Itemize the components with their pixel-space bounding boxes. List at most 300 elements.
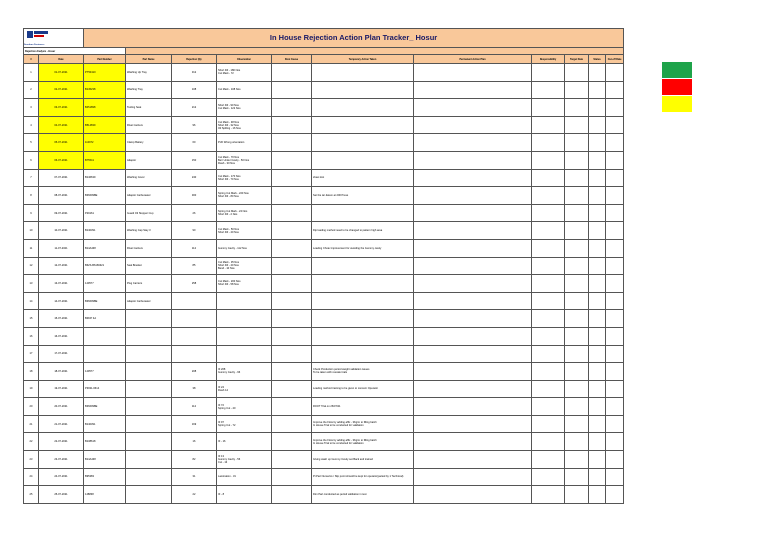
temporary-action-cell[interactable]: Dip loading method need to be changed to pattern high area bbox=[312, 222, 414, 240]
rejection-qty-cell[interactable]: 60 bbox=[172, 134, 217, 152]
status-cell[interactable] bbox=[589, 64, 606, 82]
root-cause-cell[interactable] bbox=[272, 292, 312, 310]
date-cell[interactable]: 04-07-2021 bbox=[39, 116, 84, 134]
target-date-cell[interactable] bbox=[565, 222, 589, 240]
part-number-cell[interactable]: B140391 bbox=[84, 415, 126, 433]
date-cell[interactable]: 12-07-2021 bbox=[39, 257, 84, 275]
responsibility-cell[interactable] bbox=[532, 468, 565, 486]
root-cause-cell[interactable] bbox=[272, 451, 312, 469]
status-cell[interactable] bbox=[589, 151, 606, 169]
status-cell[interactable] bbox=[589, 257, 606, 275]
observation-cell[interactable]: Lamination - 31 bbox=[217, 468, 272, 486]
root-cause-cell[interactable] bbox=[272, 257, 312, 275]
part-name-cell[interactable]: Guard Oil Stopper Cup bbox=[126, 204, 172, 222]
root-cause-cell[interactable] bbox=[272, 486, 312, 504]
permanent-action-cell[interactable] bbox=[414, 116, 532, 134]
part-name-cell[interactable]: Tooling Seat bbox=[126, 99, 172, 117]
part-name-cell[interactable]: Rivet Carriers bbox=[126, 116, 172, 134]
responsibility-cell[interactable] bbox=[532, 398, 565, 416]
responsibility-cell[interactable] bbox=[532, 187, 565, 205]
root-cause-cell[interactable] bbox=[272, 275, 312, 293]
responsibility-cell[interactable] bbox=[532, 327, 565, 345]
row-number[interactable]: 19 bbox=[24, 380, 39, 398]
status-cell[interactable] bbox=[589, 239, 606, 257]
root-cause-cell[interactable] bbox=[272, 222, 312, 240]
status-cell[interactable] bbox=[589, 169, 606, 187]
observation-cell[interactable]: Cut Mark - 70 Nos Berr Under Cavity - 50 Nos Flash - 30 Nos bbox=[217, 151, 272, 169]
cutoff-date-cell[interactable] bbox=[606, 187, 624, 205]
row-number[interactable]: 23 bbox=[24, 451, 39, 469]
date-cell[interactable]: 18-07-2021 bbox=[39, 363, 84, 381]
root-cause-cell[interactable] bbox=[272, 415, 312, 433]
date-cell[interactable]: 23-07-2021 bbox=[39, 451, 84, 469]
root-cause-cell[interactable] bbox=[272, 239, 312, 257]
permanent-action-cell[interactable] bbox=[414, 81, 532, 99]
cutoff-date-cell[interactable] bbox=[606, 398, 624, 416]
temporary-action-cell[interactable]: Loading Chute Improvement for avoiding the Gummy cavity bbox=[312, 239, 414, 257]
part-number-cell[interactable]: BRCP 4A bbox=[84, 310, 126, 328]
root-cause-cell[interactable] bbox=[272, 363, 312, 381]
permanent-action-cell[interactable] bbox=[414, 345, 532, 363]
observation-cell[interactable]: IF 24 Flash 14 bbox=[217, 380, 272, 398]
part-number-cell[interactable]: B514839 bbox=[84, 116, 126, 134]
responsibility-cell[interactable] bbox=[532, 415, 565, 433]
part-name-cell[interactable]: Seal Bracket bbox=[126, 257, 172, 275]
date-cell[interactable]: 01-07-2021 bbox=[39, 64, 84, 82]
date-cell[interactable]: 15-07-2021 bbox=[39, 310, 84, 328]
date-cell[interactable]: 10-07-2021 bbox=[39, 222, 84, 240]
part-number-cell[interactable]: B146639 bbox=[84, 169, 126, 187]
permanent-action-cell[interactable] bbox=[414, 415, 532, 433]
status-cell[interactable] bbox=[589, 187, 606, 205]
rejection-qty-cell[interactable]: 108 bbox=[172, 81, 217, 99]
status-cell[interactable] bbox=[589, 327, 606, 345]
cutoff-date-cell[interactable] bbox=[606, 64, 624, 82]
row-number[interactable]: 24 bbox=[24, 468, 39, 486]
root-cause-cell[interactable] bbox=[272, 433, 312, 451]
temporary-action-cell[interactable] bbox=[312, 327, 414, 345]
part-name-cell[interactable]: Washing Cap Stay 3 bbox=[126, 222, 172, 240]
temporary-action-cell[interactable]: Improve the Flow by adding affix - 3Kg/m to filling batch In House Trial to be conducted for validation bbox=[312, 433, 414, 451]
status-cell[interactable] bbox=[589, 345, 606, 363]
temporary-action-cell[interactable] bbox=[312, 310, 414, 328]
permanent-action-cell[interactable] bbox=[414, 134, 532, 152]
rejection-qty-cell[interactable]: 312 bbox=[172, 64, 217, 82]
cutoff-date-cell[interactable] bbox=[606, 451, 624, 469]
row-number[interactable]: 20 bbox=[24, 398, 39, 416]
observation-cell[interactable]: Spring Cut Mark - 220 Nos Short Fill - 80 Nos bbox=[217, 187, 272, 205]
target-date-cell[interactable] bbox=[565, 134, 589, 152]
observation-cell[interactable]: Cut Mark - 35 Nos Short Fill - 40 Nos Bend - 10 Nos bbox=[217, 257, 272, 275]
permanent-action-cell[interactable] bbox=[414, 468, 532, 486]
status-cell[interactable] bbox=[589, 486, 606, 504]
responsibility-cell[interactable] bbox=[532, 134, 565, 152]
target-date-cell[interactable] bbox=[565, 187, 589, 205]
root-cause-cell[interactable] bbox=[272, 169, 312, 187]
row-number[interactable]: 9 bbox=[24, 204, 39, 222]
rejection-qty-cell[interactable]: 208 bbox=[172, 363, 217, 381]
permanent-action-cell[interactable] bbox=[414, 327, 532, 345]
part-name-cell[interactable] bbox=[126, 398, 172, 416]
part-number-cell[interactable]: 140577 bbox=[84, 275, 126, 293]
permanent-action-cell[interactable] bbox=[414, 204, 532, 222]
date-cell[interactable]: 19-07-2021 bbox=[39, 380, 84, 398]
temporary-action-cell[interactable] bbox=[312, 345, 414, 363]
observation-cell[interactable]: IF - 8 bbox=[217, 486, 272, 504]
part-name-cell[interactable] bbox=[126, 345, 172, 363]
cutoff-date-cell[interactable] bbox=[606, 204, 624, 222]
cutoff-date-cell[interactable] bbox=[606, 433, 624, 451]
root-cause-cell[interactable] bbox=[272, 204, 312, 222]
part-number-cell[interactable]: 148838 bbox=[84, 486, 126, 504]
observation-cell[interactable] bbox=[217, 345, 272, 363]
temporary-action-cell[interactable] bbox=[312, 292, 414, 310]
temporary-action-cell[interactable] bbox=[312, 134, 414, 152]
row-number[interactable]: 8 bbox=[24, 187, 39, 205]
target-date-cell[interactable] bbox=[565, 327, 589, 345]
status-cell[interactable] bbox=[589, 275, 606, 293]
responsibility-cell[interactable] bbox=[532, 116, 565, 134]
observation-cell[interactable]: PUF Wrong orientation bbox=[217, 134, 272, 152]
target-date-cell[interactable] bbox=[565, 99, 589, 117]
cutoff-date-cell[interactable] bbox=[606, 275, 624, 293]
responsibility-cell[interactable] bbox=[532, 169, 565, 187]
row-number[interactable]: 3 bbox=[24, 99, 39, 117]
permanent-action-cell[interactable] bbox=[414, 169, 532, 187]
target-date-cell[interactable] bbox=[565, 292, 589, 310]
part-name-cell[interactable]: Washing Cover bbox=[126, 169, 172, 187]
responsibility-cell[interactable] bbox=[532, 275, 565, 293]
observation-cell[interactable]: Spring Cut Mark - 24 Nos Short Fill - 2 Nos bbox=[217, 204, 272, 222]
observation-cell[interactable]: Short Fill - 90 Nos Cut Mark - 122 Nos bbox=[217, 99, 272, 117]
cutoff-date-cell[interactable] bbox=[606, 239, 624, 257]
root-cause-cell[interactable] bbox=[272, 345, 312, 363]
cutoff-date-cell[interactable] bbox=[606, 327, 624, 345]
row-number[interactable]: 16 bbox=[24, 327, 39, 345]
row-number[interactable]: 6 bbox=[24, 151, 39, 169]
rejection-qty-cell[interactable]: 112 bbox=[172, 239, 217, 257]
responsibility-cell[interactable] bbox=[532, 99, 565, 117]
cutoff-date-cell[interactable] bbox=[606, 99, 624, 117]
part-name-cell[interactable] bbox=[126, 468, 172, 486]
status-cell[interactable] bbox=[589, 398, 606, 416]
rejection-qty-cell[interactable]: 258 bbox=[172, 275, 217, 293]
observation-cell[interactable]: Gummy Cavity - 112 Nos bbox=[217, 239, 272, 257]
root-cause-cell[interactable] bbox=[272, 134, 312, 152]
cutoff-date-cell[interactable] bbox=[606, 292, 624, 310]
part-name-cell[interactable]: Adaptor bbox=[126, 151, 172, 169]
status-cell[interactable] bbox=[589, 134, 606, 152]
temporary-action-cell[interactable] bbox=[312, 257, 414, 275]
temporary-action-cell[interactable]: Giving wash up Gummy Cavity set Back and trained bbox=[312, 451, 414, 469]
cutoff-date-cell[interactable] bbox=[606, 169, 624, 187]
target-date-cell[interactable] bbox=[565, 380, 589, 398]
part-number-cell[interactable]: 140577 bbox=[84, 363, 126, 381]
row-number[interactable]: 14 bbox=[24, 292, 39, 310]
target-date-cell[interactable] bbox=[565, 151, 589, 169]
cutoff-date-cell[interactable] bbox=[606, 415, 624, 433]
responsibility-cell[interactable] bbox=[532, 345, 565, 363]
root-cause-cell[interactable] bbox=[272, 310, 312, 328]
date-cell[interactable]: 20-07-2021 bbox=[39, 398, 84, 416]
part-name-cell[interactable]: Clamp Battery bbox=[126, 134, 172, 152]
part-name-cell[interactable] bbox=[126, 451, 172, 469]
root-cause-cell[interactable] bbox=[272, 81, 312, 99]
temporary-action-cell[interactable]: ROOT Trial on 26/07/21 bbox=[312, 398, 414, 416]
cutoff-date-cell[interactable] bbox=[606, 380, 624, 398]
permanent-action-cell[interactable] bbox=[414, 380, 532, 398]
date-cell[interactable]: 14-07-2021 bbox=[39, 292, 84, 310]
row-number[interactable]: 25 bbox=[24, 486, 39, 504]
part-number-cell[interactable]: B14A438 bbox=[84, 451, 126, 469]
permanent-action-cell[interactable] bbox=[414, 363, 532, 381]
cutoff-date-cell[interactable] bbox=[606, 81, 624, 99]
permanent-action-cell[interactable] bbox=[414, 222, 532, 240]
part-name-cell[interactable]: Plug Carriers bbox=[126, 275, 172, 293]
rejection-qty-cell[interactable]: 90 bbox=[172, 222, 217, 240]
cutoff-date-cell[interactable] bbox=[606, 310, 624, 328]
status-cell[interactable] bbox=[589, 451, 606, 469]
date-cell[interactable]: 11-07-2021 bbox=[39, 239, 84, 257]
temporary-action-cell[interactable]: Check Production period weight validation issues To be taken with rescale trials bbox=[312, 363, 414, 381]
temporary-action-cell[interactable] bbox=[312, 64, 414, 82]
rejection-qty-cell[interactable]: 26 bbox=[172, 204, 217, 222]
row-number[interactable]: 1 bbox=[24, 64, 39, 82]
root-cause-cell[interactable] bbox=[272, 187, 312, 205]
target-date-cell[interactable] bbox=[565, 169, 589, 187]
status-cell[interactable] bbox=[589, 292, 606, 310]
temporary-action-cell[interactable]: Dim Part conducted as period validation in test bbox=[312, 486, 414, 504]
target-date-cell[interactable] bbox=[565, 363, 589, 381]
date-cell[interactable]: 05-07-2021 bbox=[39, 134, 84, 152]
target-date-cell[interactable] bbox=[565, 204, 589, 222]
observation-cell[interactable]: IF 72 Spring Cut - 40 bbox=[217, 398, 272, 416]
responsibility-cell[interactable] bbox=[532, 222, 565, 240]
observation-cell[interactable]: IF 13 Gummy Cavity - 56 Cut - 13 bbox=[217, 451, 272, 469]
date-cell[interactable]: 17-07-2021 bbox=[39, 345, 84, 363]
row-number[interactable]: 13 bbox=[24, 275, 39, 293]
rejection-qty-cell[interactable]: 38 bbox=[172, 380, 217, 398]
target-date-cell[interactable] bbox=[565, 415, 589, 433]
date-cell[interactable]: 06-07-2021 bbox=[39, 151, 84, 169]
target-date-cell[interactable] bbox=[565, 310, 589, 328]
permanent-action-cell[interactable] bbox=[414, 257, 532, 275]
cutoff-date-cell[interactable] bbox=[606, 345, 624, 363]
responsibility-cell[interactable] bbox=[532, 204, 565, 222]
date-cell[interactable]: 24-07-2021 bbox=[39, 468, 84, 486]
status-cell[interactable] bbox=[589, 363, 606, 381]
responsibility-cell[interactable] bbox=[532, 380, 565, 398]
status-cell[interactable] bbox=[589, 81, 606, 99]
date-cell[interactable]: 21-07-2021 bbox=[39, 415, 84, 433]
part-number-cell[interactable]: P29161 bbox=[84, 204, 126, 222]
temporary-action-cell[interactable] bbox=[312, 99, 414, 117]
part-name-cell[interactable]: Rivet Carriers bbox=[126, 239, 172, 257]
temporary-action-cell[interactable] bbox=[312, 81, 414, 99]
permanent-action-cell[interactable] bbox=[414, 310, 532, 328]
temporary-action-cell[interactable]: Improve the Flow by adding affix - 3Kg/m to filling batch In House Trial to be conducted for validation bbox=[312, 415, 414, 433]
status-cell[interactable] bbox=[589, 433, 606, 451]
cutoff-date-cell[interactable] bbox=[606, 134, 624, 152]
part-name-cell[interactable]: Washing Up Tray bbox=[126, 64, 172, 82]
cutoff-date-cell[interactable] bbox=[606, 151, 624, 169]
temporary-action-cell[interactable]: Loading method training to be given to concern Operator bbox=[312, 380, 414, 398]
permanent-action-cell[interactable] bbox=[414, 486, 532, 504]
part-number-cell[interactable] bbox=[84, 327, 126, 345]
part-name-cell[interactable] bbox=[126, 327, 172, 345]
part-number-cell[interactable]: B36609BE bbox=[84, 398, 126, 416]
rejection-qty-cell[interactable]: 112 bbox=[172, 398, 217, 416]
rejection-qty-cell[interactable]: 22 bbox=[172, 486, 217, 504]
row-number[interactable]: 17 bbox=[24, 345, 39, 363]
observation-cell[interactable]: Cut Mark - 108 Nos bbox=[217, 81, 272, 99]
part-name-cell[interactable] bbox=[126, 310, 172, 328]
row-number[interactable]: 10 bbox=[24, 222, 39, 240]
rejection-qty-cell[interactable]: 96 bbox=[172, 116, 217, 134]
observation-cell[interactable] bbox=[217, 292, 272, 310]
permanent-action-cell[interactable] bbox=[414, 187, 532, 205]
rejection-qty-cell[interactable]: 16 bbox=[172, 433, 217, 451]
temporary-action-cell[interactable]: Set the tar datum at 200 Press bbox=[312, 187, 414, 205]
permanent-action-cell[interactable] bbox=[414, 275, 532, 293]
rejection-qty-cell[interactable] bbox=[172, 345, 217, 363]
row-number[interactable]: 15 bbox=[24, 310, 39, 328]
part-number-cell[interactable]: B62S-B6169321 bbox=[84, 257, 126, 275]
date-cell[interactable]: 03-07-2021 bbox=[39, 99, 84, 117]
status-cell[interactable] bbox=[589, 380, 606, 398]
temporary-action-cell[interactable] bbox=[312, 204, 414, 222]
permanent-action-cell[interactable] bbox=[414, 433, 532, 451]
status-cell[interactable] bbox=[589, 204, 606, 222]
root-cause-cell[interactable] bbox=[272, 99, 312, 117]
observation-cell[interactable]: Cut Mark - 50 Nos Short Fill - 40 Nos bbox=[217, 222, 272, 240]
observation-cell[interactable] bbox=[217, 310, 272, 328]
date-cell[interactable]: 22-07-2021 bbox=[39, 433, 84, 451]
rejection-qty-cell[interactable]: 240 bbox=[172, 169, 217, 187]
target-date-cell[interactable] bbox=[565, 64, 589, 82]
rejection-qty-cell[interactable]: 31 bbox=[172, 468, 217, 486]
cutoff-date-cell[interactable] bbox=[606, 486, 624, 504]
root-cause-cell[interactable] bbox=[272, 64, 312, 82]
temporary-action-cell[interactable] bbox=[312, 116, 414, 134]
row-number[interactable]: 4 bbox=[24, 116, 39, 134]
responsibility-cell[interactable] bbox=[532, 151, 565, 169]
temporary-action-cell[interactable] bbox=[312, 275, 414, 293]
part-name-cell[interactable] bbox=[126, 433, 172, 451]
target-date-cell[interactable] bbox=[565, 451, 589, 469]
target-date-cell[interactable] bbox=[565, 116, 589, 134]
row-number[interactable]: 2 bbox=[24, 81, 39, 99]
status-cell[interactable] bbox=[589, 222, 606, 240]
responsibility-cell[interactable] bbox=[532, 363, 565, 381]
part-number-cell[interactable]: B138618 bbox=[84, 433, 126, 451]
part-number-cell[interactable]: 110972 bbox=[84, 134, 126, 152]
responsibility-cell[interactable] bbox=[532, 310, 565, 328]
rejection-qty-cell[interactable]: 82 bbox=[172, 451, 217, 469]
permanent-action-cell[interactable] bbox=[414, 451, 532, 469]
root-cause-cell[interactable] bbox=[272, 468, 312, 486]
row-number[interactable]: 5 bbox=[24, 134, 39, 152]
observation-cell[interactable]: Cut Mark - 200 Nos Short Fill - 58 Nos bbox=[217, 275, 272, 293]
responsibility-cell[interactable] bbox=[532, 64, 565, 82]
observation-cell[interactable]: Short Fill - 180 Nos Cut Mark - 72 bbox=[217, 64, 272, 82]
part-number-cell[interactable]: P3931-6614 bbox=[84, 380, 126, 398]
part-name-cell[interactable] bbox=[126, 415, 172, 433]
part-number-cell[interactable]: B140391 bbox=[84, 222, 126, 240]
target-date-cell[interactable] bbox=[565, 398, 589, 416]
target-date-cell[interactable] bbox=[565, 468, 589, 486]
part-name-cell[interactable]: Washing Tray bbox=[126, 81, 172, 99]
part-number-cell[interactable]: PT50410 bbox=[84, 64, 126, 82]
part-number-cell[interactable]: B95383 bbox=[84, 468, 126, 486]
permanent-action-cell[interactable] bbox=[414, 151, 532, 169]
observation-cell[interactable] bbox=[217, 327, 272, 345]
rejection-qty-cell[interactable]: 169 bbox=[172, 415, 217, 433]
date-cell[interactable]: 09-07-2021 bbox=[39, 204, 84, 222]
target-date-cell[interactable] bbox=[565, 257, 589, 275]
permanent-action-cell[interactable] bbox=[414, 99, 532, 117]
part-name-cell[interactable]: Adaptor Carbureator bbox=[126, 292, 172, 310]
target-date-cell[interactable] bbox=[565, 433, 589, 451]
observation-cell[interactable]: IF - 16 bbox=[217, 433, 272, 451]
permanent-action-cell[interactable] bbox=[414, 292, 532, 310]
row-number[interactable]: 18 bbox=[24, 363, 39, 381]
part-name-cell[interactable] bbox=[126, 363, 172, 381]
cutoff-date-cell[interactable] bbox=[606, 468, 624, 486]
status-cell[interactable] bbox=[589, 310, 606, 328]
rejection-qty-cell[interactable]: 150 bbox=[172, 151, 217, 169]
row-number[interactable]: 22 bbox=[24, 433, 39, 451]
cutoff-date-cell[interactable] bbox=[606, 363, 624, 381]
row-number[interactable]: 12 bbox=[24, 257, 39, 275]
date-cell[interactable]: 16-07-2021 bbox=[39, 327, 84, 345]
permanent-action-cell[interactable] bbox=[414, 398, 532, 416]
date-cell[interactable]: 13-07-2021 bbox=[39, 275, 84, 293]
target-date-cell[interactable] bbox=[565, 239, 589, 257]
part-number-cell[interactable]: B451898 bbox=[84, 99, 126, 117]
part-name-cell[interactable] bbox=[126, 486, 172, 504]
cutoff-date-cell[interactable] bbox=[606, 257, 624, 275]
target-date-cell[interactable] bbox=[565, 486, 589, 504]
rejection-qty-cell[interactable]: 212 bbox=[172, 99, 217, 117]
date-cell[interactable]: 02-07-2021 bbox=[39, 81, 84, 99]
rejection-qty-cell[interactable] bbox=[172, 327, 217, 345]
cutoff-date-cell[interactable] bbox=[606, 116, 624, 134]
status-cell[interactable] bbox=[589, 99, 606, 117]
permanent-action-cell[interactable] bbox=[414, 239, 532, 257]
row-number[interactable]: 21 bbox=[24, 415, 39, 433]
root-cause-cell[interactable] bbox=[272, 380, 312, 398]
responsibility-cell[interactable] bbox=[532, 292, 565, 310]
part-name-cell[interactable]: Adaptor Carbureator bbox=[126, 187, 172, 205]
row-number[interactable]: 7 bbox=[24, 169, 39, 187]
observation-cell[interactable]: Cut Mark - 48 Nos Short Fill - 32 Nos Oil Spilling - 16 Nos bbox=[217, 116, 272, 134]
observation-cell[interactable]: Cut Mark - 170 Nos Short Fill - 70 Nos bbox=[217, 169, 272, 187]
responsibility-cell[interactable] bbox=[532, 451, 565, 469]
root-cause-cell[interactable] bbox=[272, 398, 312, 416]
date-cell[interactable]: 07-07-2021 bbox=[39, 169, 84, 187]
status-cell[interactable] bbox=[589, 116, 606, 134]
observation-cell[interactable]: IF 97 Spring Cut - 72 bbox=[217, 415, 272, 433]
status-cell[interactable] bbox=[589, 415, 606, 433]
target-date-cell[interactable] bbox=[565, 345, 589, 363]
target-date-cell[interactable] bbox=[565, 81, 589, 99]
rejection-qty-cell[interactable] bbox=[172, 292, 217, 310]
observation-cell[interactable]: IF 208 Gummy Cavity - 96 bbox=[217, 363, 272, 381]
root-cause-cell[interactable] bbox=[272, 327, 312, 345]
root-cause-cell[interactable] bbox=[272, 116, 312, 134]
date-cell[interactable]: 25-07-2021 bbox=[39, 486, 84, 504]
